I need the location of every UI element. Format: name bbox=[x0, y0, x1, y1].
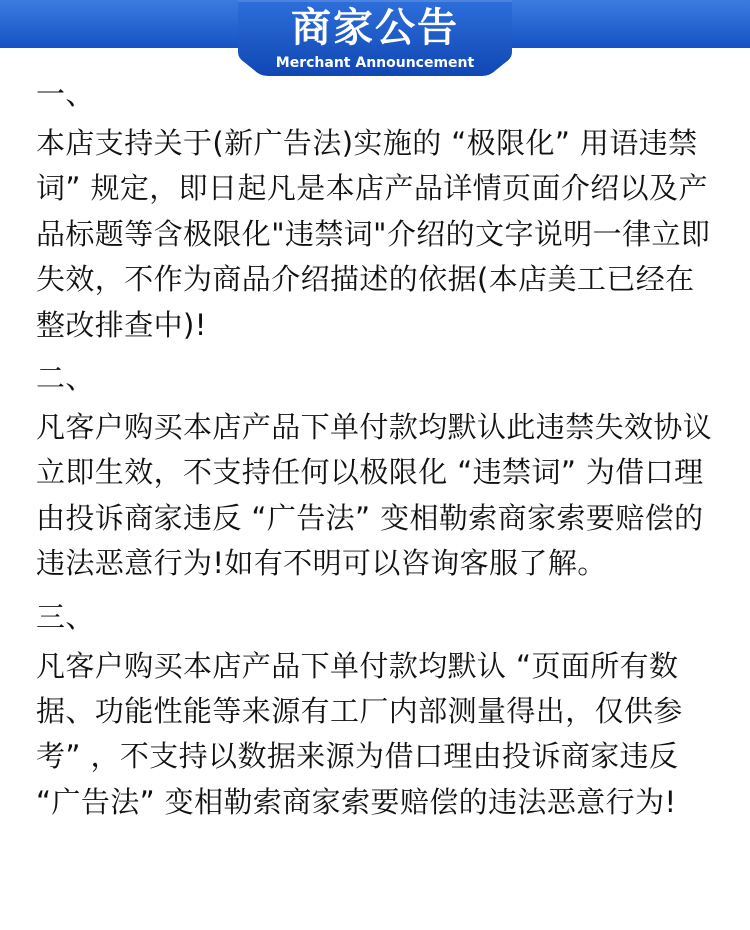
section-3-body: 凡客户购买本店产品下单付款均默认 “页面所有数据、功能性能等来源有工厂内部测量得出，仅供参考” ，不支持以数据来源为借口理由投诉商家违反 “广告法” 变相勒索商家索要赔偿的违法恶意行为! bbox=[36, 648, 683, 819]
section-2-heading: 二、 bbox=[36, 361, 95, 396]
page-title: 商家公告 bbox=[291, 5, 459, 51]
section-3-heading: 三、 bbox=[36, 599, 95, 634]
section-2-body: 凡客户购买本店产品下单付款均默认此违禁失效协议立即生效，不支持任何以极限化 “违禁词” 为借口理由投诉商家违反 “广告法” 变相勒索商家索要赔偿的违法恶意行为!如有不明可以咨询客服了解。 bbox=[36, 410, 713, 581]
announcement-header bbox=[0, 0, 750, 80]
page-subtitle: Merchant Announcement bbox=[275, 55, 475, 71]
section-1-body: 本店支持关于(新广告法)实施的 “极限化” 用语违禁词” 规定，即日起凡是本店产品详情页面介绍以及产品标题等含极限化"违禁词"介绍的文字说明一律立即失效，不作为商品介绍描述的依据(本店美工已经在整改排查中)! bbox=[36, 126, 711, 342]
header-title-tab bbox=[238, 0, 512, 76]
section-1-heading: 一、 bbox=[36, 77, 95, 111]
announcement-content bbox=[36, 72, 716, 825]
